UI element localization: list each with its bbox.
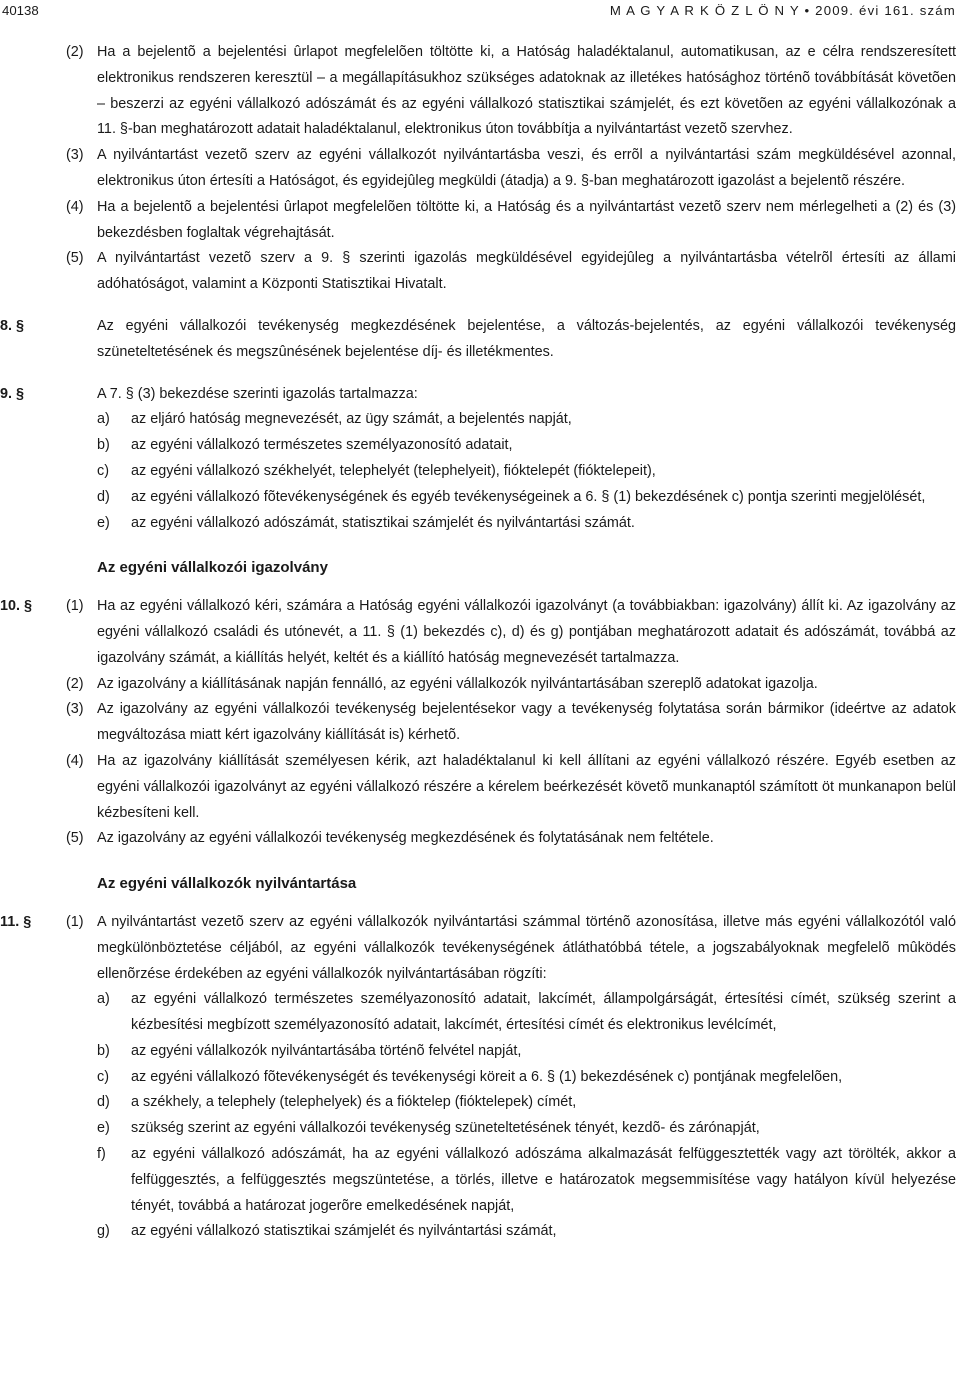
list-item: f) az egyéni vállalkozó adószámát, ha az egyéni vállalkozó adószáma alkalmazását felfüggesztették vagy azt törölték, akkor a felfüggesztés, a felfüggesztés megszüntetése, a törlés, illetve e határozatok megsemmisítése vagy hatályon kívül helyezése tényét, továbbá a határozat jogerõre emelkedésének napját, [97, 1146, 956, 1214]
section-number: 8. § [0, 317, 25, 334]
section-heading: Az egyéni vállalkozók nyilvántartása [97, 875, 357, 893]
section-heading: Az egyéni vállalkozói igazolvány [97, 559, 328, 577]
list-item: a) az egyéni vállalkozó természetes személyazonosító adatait, lakcímét, állampolgárságát, értesítési címét, szükség szerint a kézbesítési megbízott személyazonosító adatait, lakcímét, értesítési címét és elektronikus levélcímét, [97, 991, 956, 1034]
section-number: 11. § [0, 913, 32, 930]
section-8 [0, 314, 960, 366]
sec10-para-2: (2) Az igazolvány a kiállításának napján fennálló, az egyéni vállalkozók nyilvántartásában szereplõ adatokat igazolja. [66, 675, 818, 692]
section-number: 10. § [0, 598, 33, 615]
list-item: e) szükség szerint az egyéni vállalkozói tevékenység szüneteltetésének tényét, kezdõ- és zárónapját, [97, 1120, 760, 1137]
list-item: b) az egyéni vállalkozók nyilvántartásába történõ felvétel napját, [97, 1042, 522, 1059]
sec10-para-3: (3) Az igazolvány az egyéni vállalkozói tevékenység bejelentésekor vagy a tevékenység folytatása során bármikor (ideértve az adatok megváltozása miatt kért igazolvány kiállítását is) kérhetõ. [66, 701, 956, 744]
journal-title: M A G Y A R K Ö Z L Ö N Y • 2009. évi 161. szám [609, 3, 956, 18]
section-11 [0, 910, 960, 987]
list-item: c) az egyéni vállalkozó fõtevékenységét és tevékenységi köreit a 6. § (1) bekezdésének c) pontjának megfelelõen, [97, 1068, 843, 1085]
sec7-para-5: (5) A nyilvántartást vezetõ szerv a 9. § szerinti igazolás megküldésével egyidejûleg a nyilvántartásba vételrõl értesíti az állami adóhatóságot, valamint a Központi Statisztikai Hivatalt. [66, 250, 956, 293]
section-number: 9. § [0, 385, 25, 402]
section-9-intro: A 7. § (3) bekezdése szerinti igazolás tartalmazza: [97, 385, 418, 402]
list-item: a) az eljáró hatóság megnevezését, az ügy számát, a bejelentés napját, [97, 411, 572, 428]
sec7-para-4: (4) Ha a bejelentõ a bejelentési ûrlapot megfelelõen töltötte ki, a Hatóság és a nyilvántartást vezetõ szerv nem mérlegelheti a (2) és (3) bekezdésben foglaltak végrehajtását. [66, 198, 956, 241]
sec11-para-1: (1) A nyilvántartást vezetõ szerv az egyéni vállalkozók nyilvántartási számmal történõ azonosítása, illetve más egyéni vállalkozótól való megkülönböztetése céljából, az egyéni vállalkozók tevékenységének átláthatóbbá tétele, a jogszabályoknak megfelelõ mûködés ellenõrzése érdekében az egyéni vállalkozók nyilvántartásában rögzíti: [66, 913, 956, 982]
page-header [0, 0, 960, 22]
list-item: c) az egyéni vállalkozó székhelyét, telephelyét (telephelyeit), fióktelepét (fióktelepeit), [97, 462, 656, 479]
list-item: e) az egyéni vállalkozó adószámát, statisztikai számjelét és nyilvántartási számát. [97, 514, 635, 531]
section-10 [0, 594, 960, 671]
section-8-text: Az egyéni vállalkozói tevékenység megkezdésének bejelentése, a változás-bejelentés, az egyéni vállalkozói tevékenység szüneteltetésének és megszûnésének bejelentése díj- és illetékmentes. [97, 317, 956, 360]
list-item: b) az egyéni vállalkozó természetes személyazonosító adatait, [97, 437, 513, 454]
sec7-para-2: (2) Ha a bejelentõ a bejelentési ûrlapot megfelelõen töltötte ki, a Hatóság haladéktalanul, automatikusan, az e célra rendszeresített elektronikus rendszeren keresztül – a megállapításukhoz szükséges adatoknak az illetékes hatósághoz történõ továbbítását követõen – beszerzi az egyéni vállalkozó adószámát és az egyéni vállalkozó statisztikai számjelét, és ezt követõen az egyéni vállalkozónak a 11. §-ban meghatározott adatait haladéktalanul, elektronikus úton továbbítja a nyilvántartást vezetõ szervhez. [66, 44, 956, 138]
list-item: d) az egyéni vállalkozó fõtevékenységének és egyéb tevékenységeinek a 6. § (1) bekezdésének c) pontja szerinti megjelölését, [97, 488, 926, 505]
sec10-para-1: (1) Ha az egyéni vállalkozó kéri, számára a Hatóság egyéni vállalkozói igazolványt (a továbbiakban: igazolvány) állít ki. Az igazolvány az egyéni vállalkozó családi és utónevét, a 11. § (1) bekezdés c), d) és g) pontjában meghatározott adatait és adószámát, továbbá az igazolvány számát, a kiállítás helyét, keltét és a kiállító hatóság megnevezését tartalmazza. [66, 598, 956, 666]
sec10-para-4: (4) Ha az igazolvány kiállítását személyesen kérik, azt haladéktalanul ki kell állítani az egyéni vállalkozó részére. Egyéb esetben az egyéni vállalkozói igazolványt az egyéni vállalkozó részére a kérelem beérkezését követõ munkanaptól számított öt munkanapon belül kézbesíteni kell. [66, 752, 956, 821]
list-item: g) az egyéni vállalkozó statisztikai számjelét és nyilvántartási számát, [97, 1223, 557, 1240]
page-number: 40138 [2, 3, 39, 18]
sec10-para-5: (5) Az igazolvány az egyéni vállalkozói tevékenység megkezdésének és folytatásának nem feltétele. [66, 830, 714, 847]
list-item: d) a székhely, a telephely (telephelyek) és a fióktelep (fióktelepek) címét, [97, 1094, 577, 1111]
section-9 [0, 382, 960, 408]
main-content [0, 40, 960, 1245]
sec7-para-3: (3) A nyilvántartást vezetõ szerv az egyéni vállalkozót nyilvántartásba veszi, és errõl a nyilvántartási szám megküldésével azonnal, elektronikus úton értesíti a Hatóságot, és egyidejûleg megküldi (átadja) a 9. §-ban meghatározott igazolást a bejelentõ részére. [66, 147, 956, 189]
